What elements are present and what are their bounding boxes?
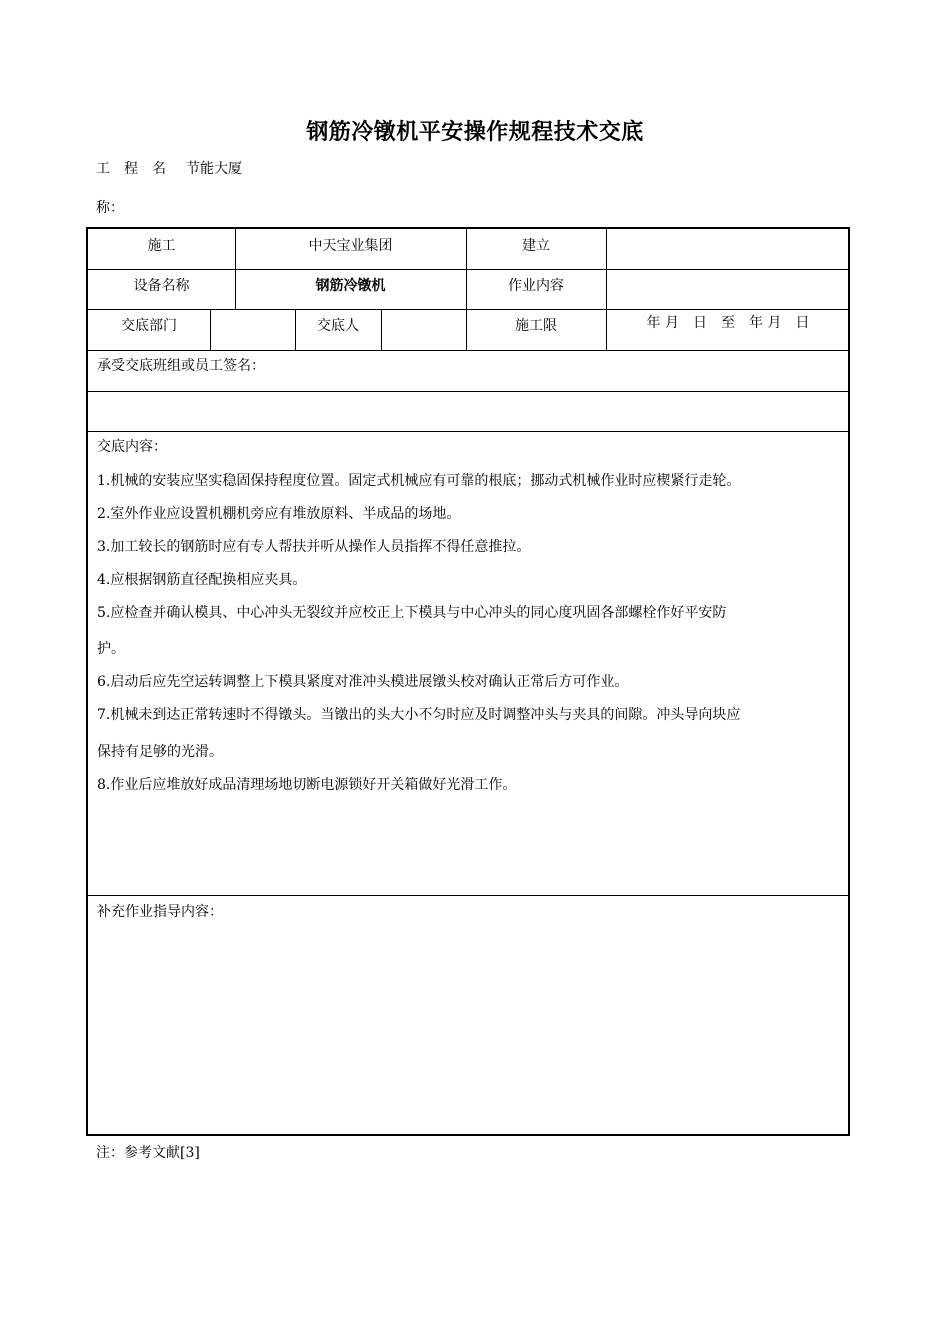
supplement-label: 补充作业指导内容：: [97, 904, 223, 920]
content-line: 1.机械的安装应坚实稳固保持程度位置。固定式机械应有可靠的根底；挪动式机械作业时应楔紧行走轮。: [97, 473, 741, 489]
content-line: 护。: [97, 641, 125, 657]
work-content-label: 作业内容: [508, 278, 564, 294]
disclosure-dept-value: [210, 309, 295, 341]
construction-period-label: 施工限: [515, 318, 557, 334]
content-line: 5.应检查并确认模具、中心冲头无裂纹并应校正上下模具与中心冲头的同心度巩固各部螺栓作好平安防: [97, 605, 727, 621]
disclosure-table: [86, 227, 850, 1136]
disclosure-dept-label: 交底部门: [121, 318, 177, 334]
content-line: 保持有足够的光滑。: [97, 744, 223, 760]
content-line: 7.机械未到达正常转速时不得镦头。当镦出的头大小不匀时应及时调整冲头与夹具的间隙。冲头导向块应: [97, 707, 741, 723]
discloser-label: 交底人: [317, 318, 359, 334]
content-label: 交底内容：: [97, 439, 167, 455]
signature-label: 承受交底班组或员工签名：: [97, 358, 265, 374]
content-line: 6.启动后应先空运转调整上下模具紧度对准冲头模进展镦头校对确认正常后方可作业。: [97, 674, 629, 690]
work-content-value: [606, 269, 850, 301]
content-line: 2.室外作业应设置机棚机旁应有堆放原料、半成品的场地。: [97, 506, 461, 522]
supervision-label: 建立: [522, 238, 550, 254]
equipment-name-label: 设备名称: [133, 278, 190, 294]
content-line: 3.加工较长的钢筋时应有专人帮扶并听从操作人员指挥不得任意推拉。: [97, 539, 531, 555]
content-line: 8.作业后应堆放好成品清理场地切断电源锁好开关箱做好光滑工作。: [97, 777, 517, 793]
supervision-value: [606, 229, 850, 261]
construction-label: 施工: [147, 238, 176, 254]
discloser-value: [381, 309, 466, 341]
project-name-label-cont: 称：: [96, 200, 124, 216]
project-name-label: 工程名: [96, 161, 180, 177]
construction-period-value: 年 月 日 至 年 月 日: [646, 315, 810, 331]
equipment-name-value: 钢筋冷镦机: [315, 278, 386, 294]
content-line: 4.应根据钢筋直径配换相应夹具。: [97, 572, 307, 588]
project-name-row: [96, 158, 242, 178]
reference-note: 注：参考文献[3]: [96, 1145, 200, 1161]
project-name-value: 节能大厦: [186, 161, 242, 177]
construction-unit-value: 中天宝业集团: [308, 238, 393, 254]
document-title: 钢筋冷镦机平安操作规程技术交底: [306, 120, 644, 145]
